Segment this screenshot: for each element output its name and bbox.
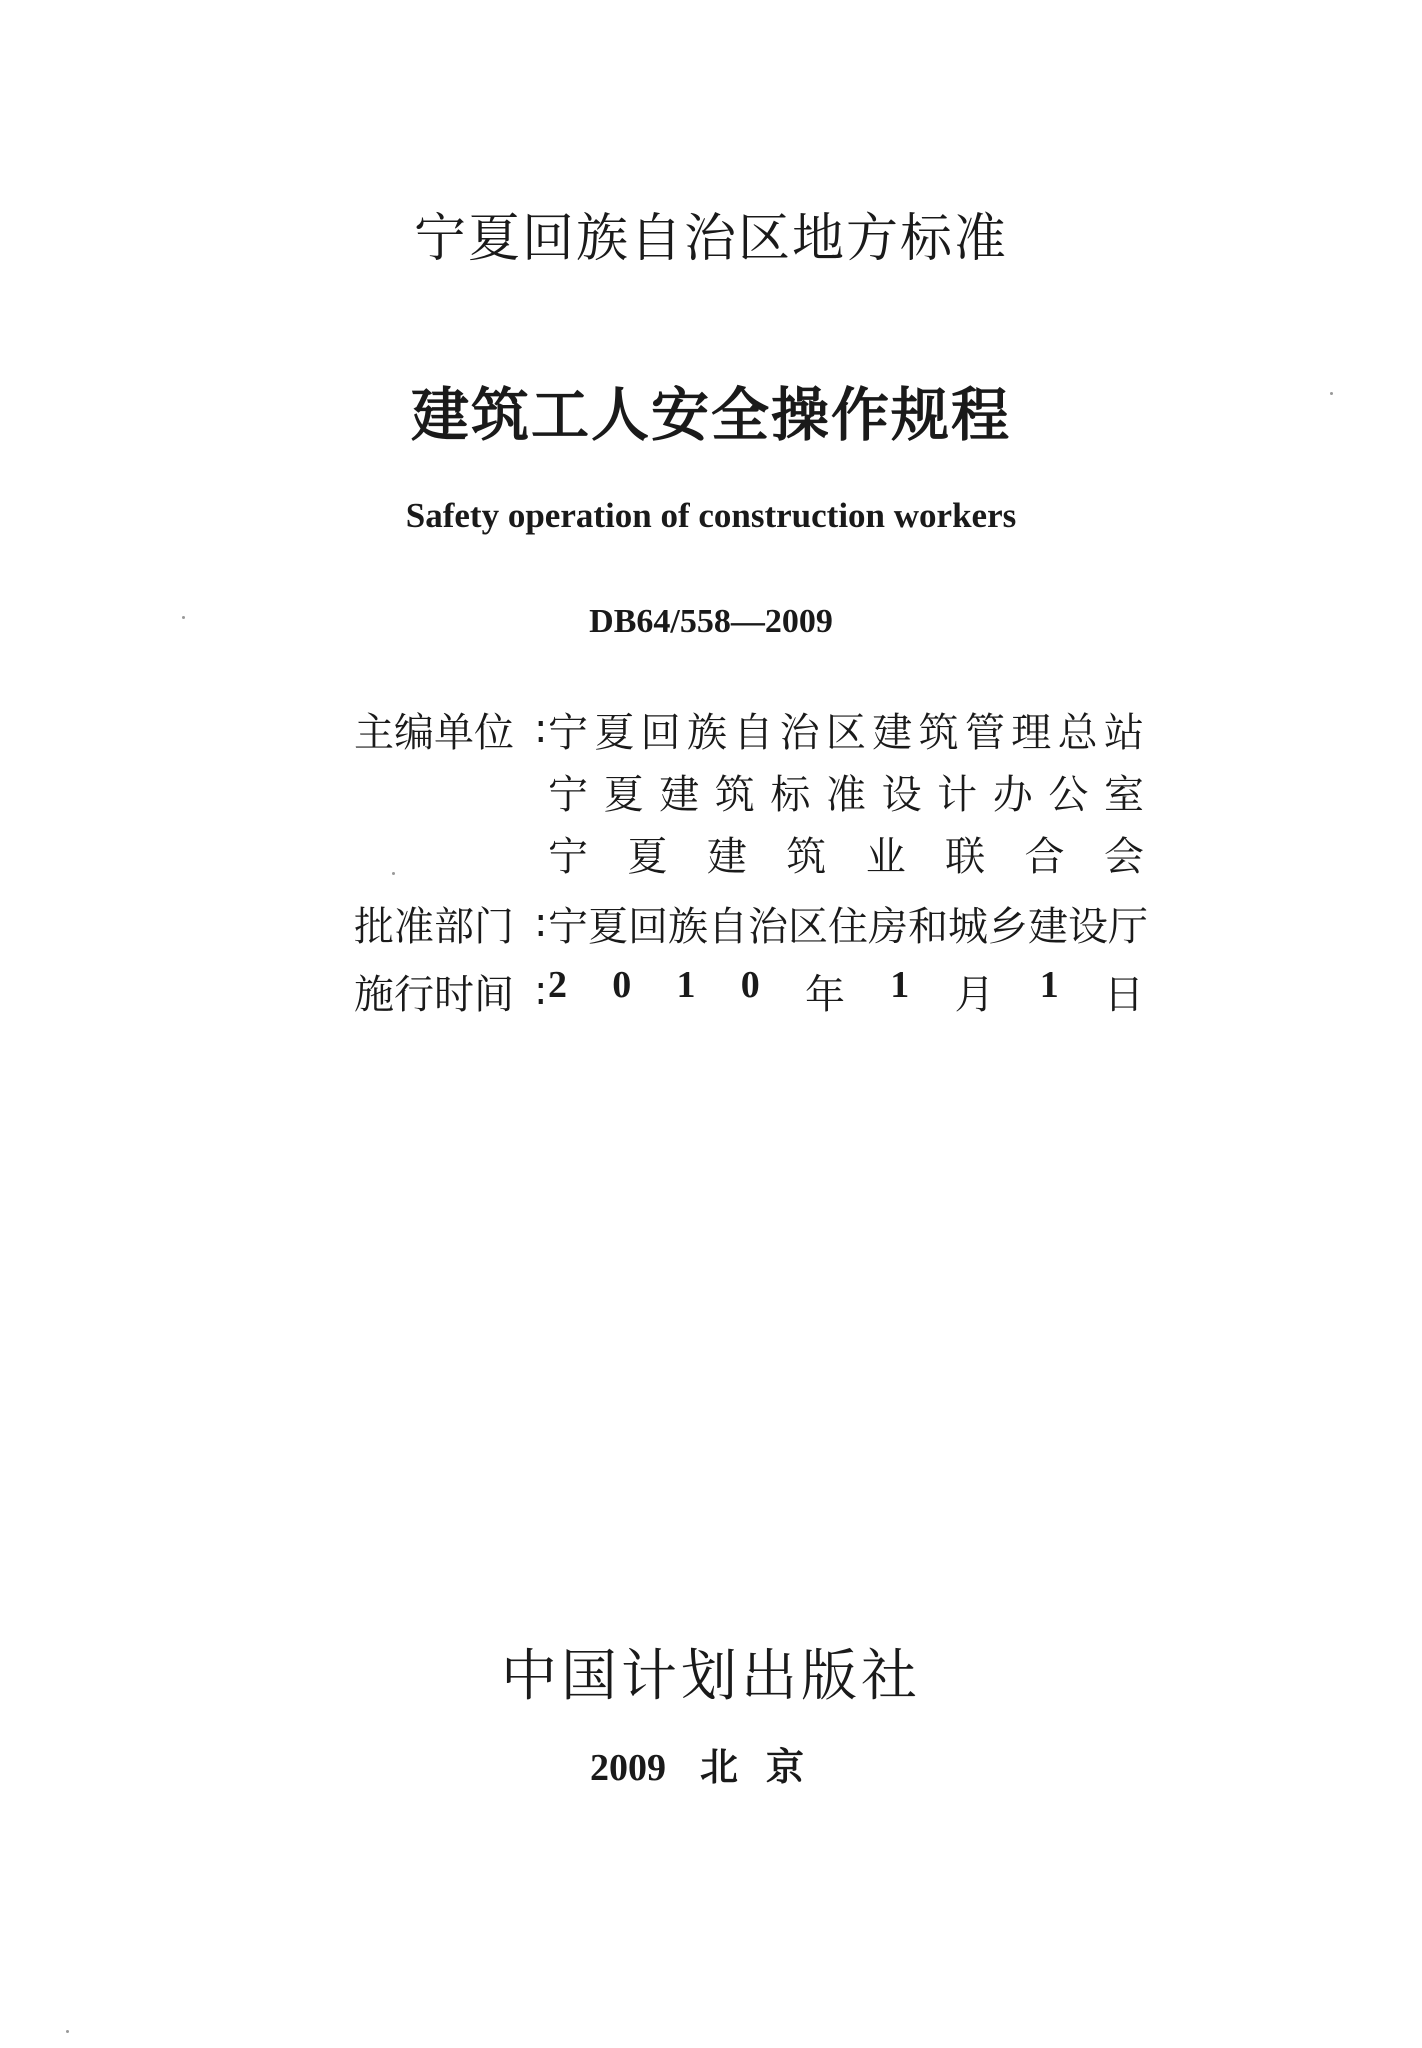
char: 治: [748, 903, 788, 950]
editors-value-3: [548, 825, 1144, 882]
char: 筑: [918, 709, 959, 756]
char: 建: [1028, 903, 1068, 950]
char: 区: [788, 903, 828, 950]
standard-type-heading: 宁夏回族自治区地方标准: [413, 209, 1008, 269]
date-digit: 0: [740, 963, 760, 1006]
char: 宁: [548, 903, 588, 950]
date-unit-month: 月: [954, 971, 995, 1018]
char: 宁: [548, 833, 588, 880]
editors-value-2: [548, 763, 1144, 820]
char: 夏: [627, 833, 668, 880]
effective-date-row: [354, 965, 1144, 1017]
char: 业: [865, 833, 906, 880]
char: 乡: [988, 903, 1028, 950]
char: 和: [908, 903, 948, 950]
char: 夏: [603, 771, 644, 818]
char: 公: [1048, 771, 1089, 818]
char: 会: [1103, 833, 1144, 880]
editors-row: [354, 703, 1144, 755]
date-day: 1: [1039, 963, 1059, 1006]
char: 室: [1103, 771, 1144, 818]
effective-label: 施行时间: [354, 971, 514, 1018]
char: 族: [668, 903, 708, 950]
char: 总: [1057, 709, 1098, 756]
editors-row-3: [354, 827, 1144, 879]
char: 住: [828, 903, 868, 950]
date-unit-year: 年: [805, 971, 845, 1018]
char: 合: [1024, 833, 1065, 880]
approval-colon: :: [534, 900, 548, 946]
approval-row: [354, 897, 1148, 950]
approval-value: [548, 895, 1148, 952]
char: 建: [659, 771, 700, 818]
document-title-chinese: 建筑工人安全操作规程: [410, 381, 1011, 449]
char: 夏: [594, 709, 635, 756]
char: 筑: [714, 771, 755, 818]
char: 回: [628, 903, 668, 950]
char: 自: [733, 709, 774, 756]
date-digit: 2: [548, 963, 567, 1006]
char: 筑: [786, 833, 827, 880]
char: 建: [706, 833, 747, 880]
date-unit-day: 日: [1104, 971, 1144, 1018]
char: 管: [964, 709, 1005, 756]
date-digit: 1: [676, 963, 696, 1006]
effective-colon: :: [534, 968, 548, 1014]
char: 办: [992, 771, 1033, 818]
publication-place: [0, 1736, 1422, 1791]
editors-label: 主编单位: [354, 709, 514, 756]
scan-speck: [182, 616, 185, 619]
char: 夏: [588, 903, 628, 950]
char: 设: [881, 771, 922, 818]
standard-number: DB64/558—2009: [589, 603, 833, 640]
scan-speck: [1330, 392, 1333, 395]
char: 族: [686, 709, 727, 756]
char: 厅: [1108, 903, 1148, 950]
publisher-name: 中国计划出版社: [501, 1644, 921, 1709]
char: 自: [708, 903, 748, 950]
char: 城: [948, 903, 988, 950]
date-digit: 0: [612, 963, 632, 1006]
char: 准: [825, 771, 866, 818]
editors-row-2: [354, 765, 1144, 817]
approval-label: 批准部门: [354, 903, 514, 950]
date-month: 1: [890, 963, 910, 1006]
scan-speck: [392, 872, 395, 875]
document-title-english: Safety operation of construction workers: [405, 496, 1017, 535]
char: 标: [770, 771, 811, 818]
publication-city: 北京: [699, 1747, 832, 1789]
char: 建: [872, 709, 913, 756]
char: 治: [779, 709, 820, 756]
char: 设: [1068, 903, 1108, 950]
char: 宁: [548, 709, 588, 756]
editors-colon: :: [534, 706, 548, 752]
char: 理: [1011, 709, 1052, 756]
char: 站: [1103, 709, 1144, 756]
editors-value-1: [548, 701, 1144, 758]
char: 房: [868, 903, 908, 950]
effective-date-value: [548, 963, 1144, 1020]
publication-year: 2009: [589, 1747, 666, 1789]
char: 联: [945, 833, 986, 880]
scan-speck: [66, 2030, 69, 2033]
char: 计: [937, 771, 978, 818]
char: 区: [825, 709, 866, 756]
char: 宁: [548, 771, 588, 818]
char: 回: [640, 709, 681, 756]
